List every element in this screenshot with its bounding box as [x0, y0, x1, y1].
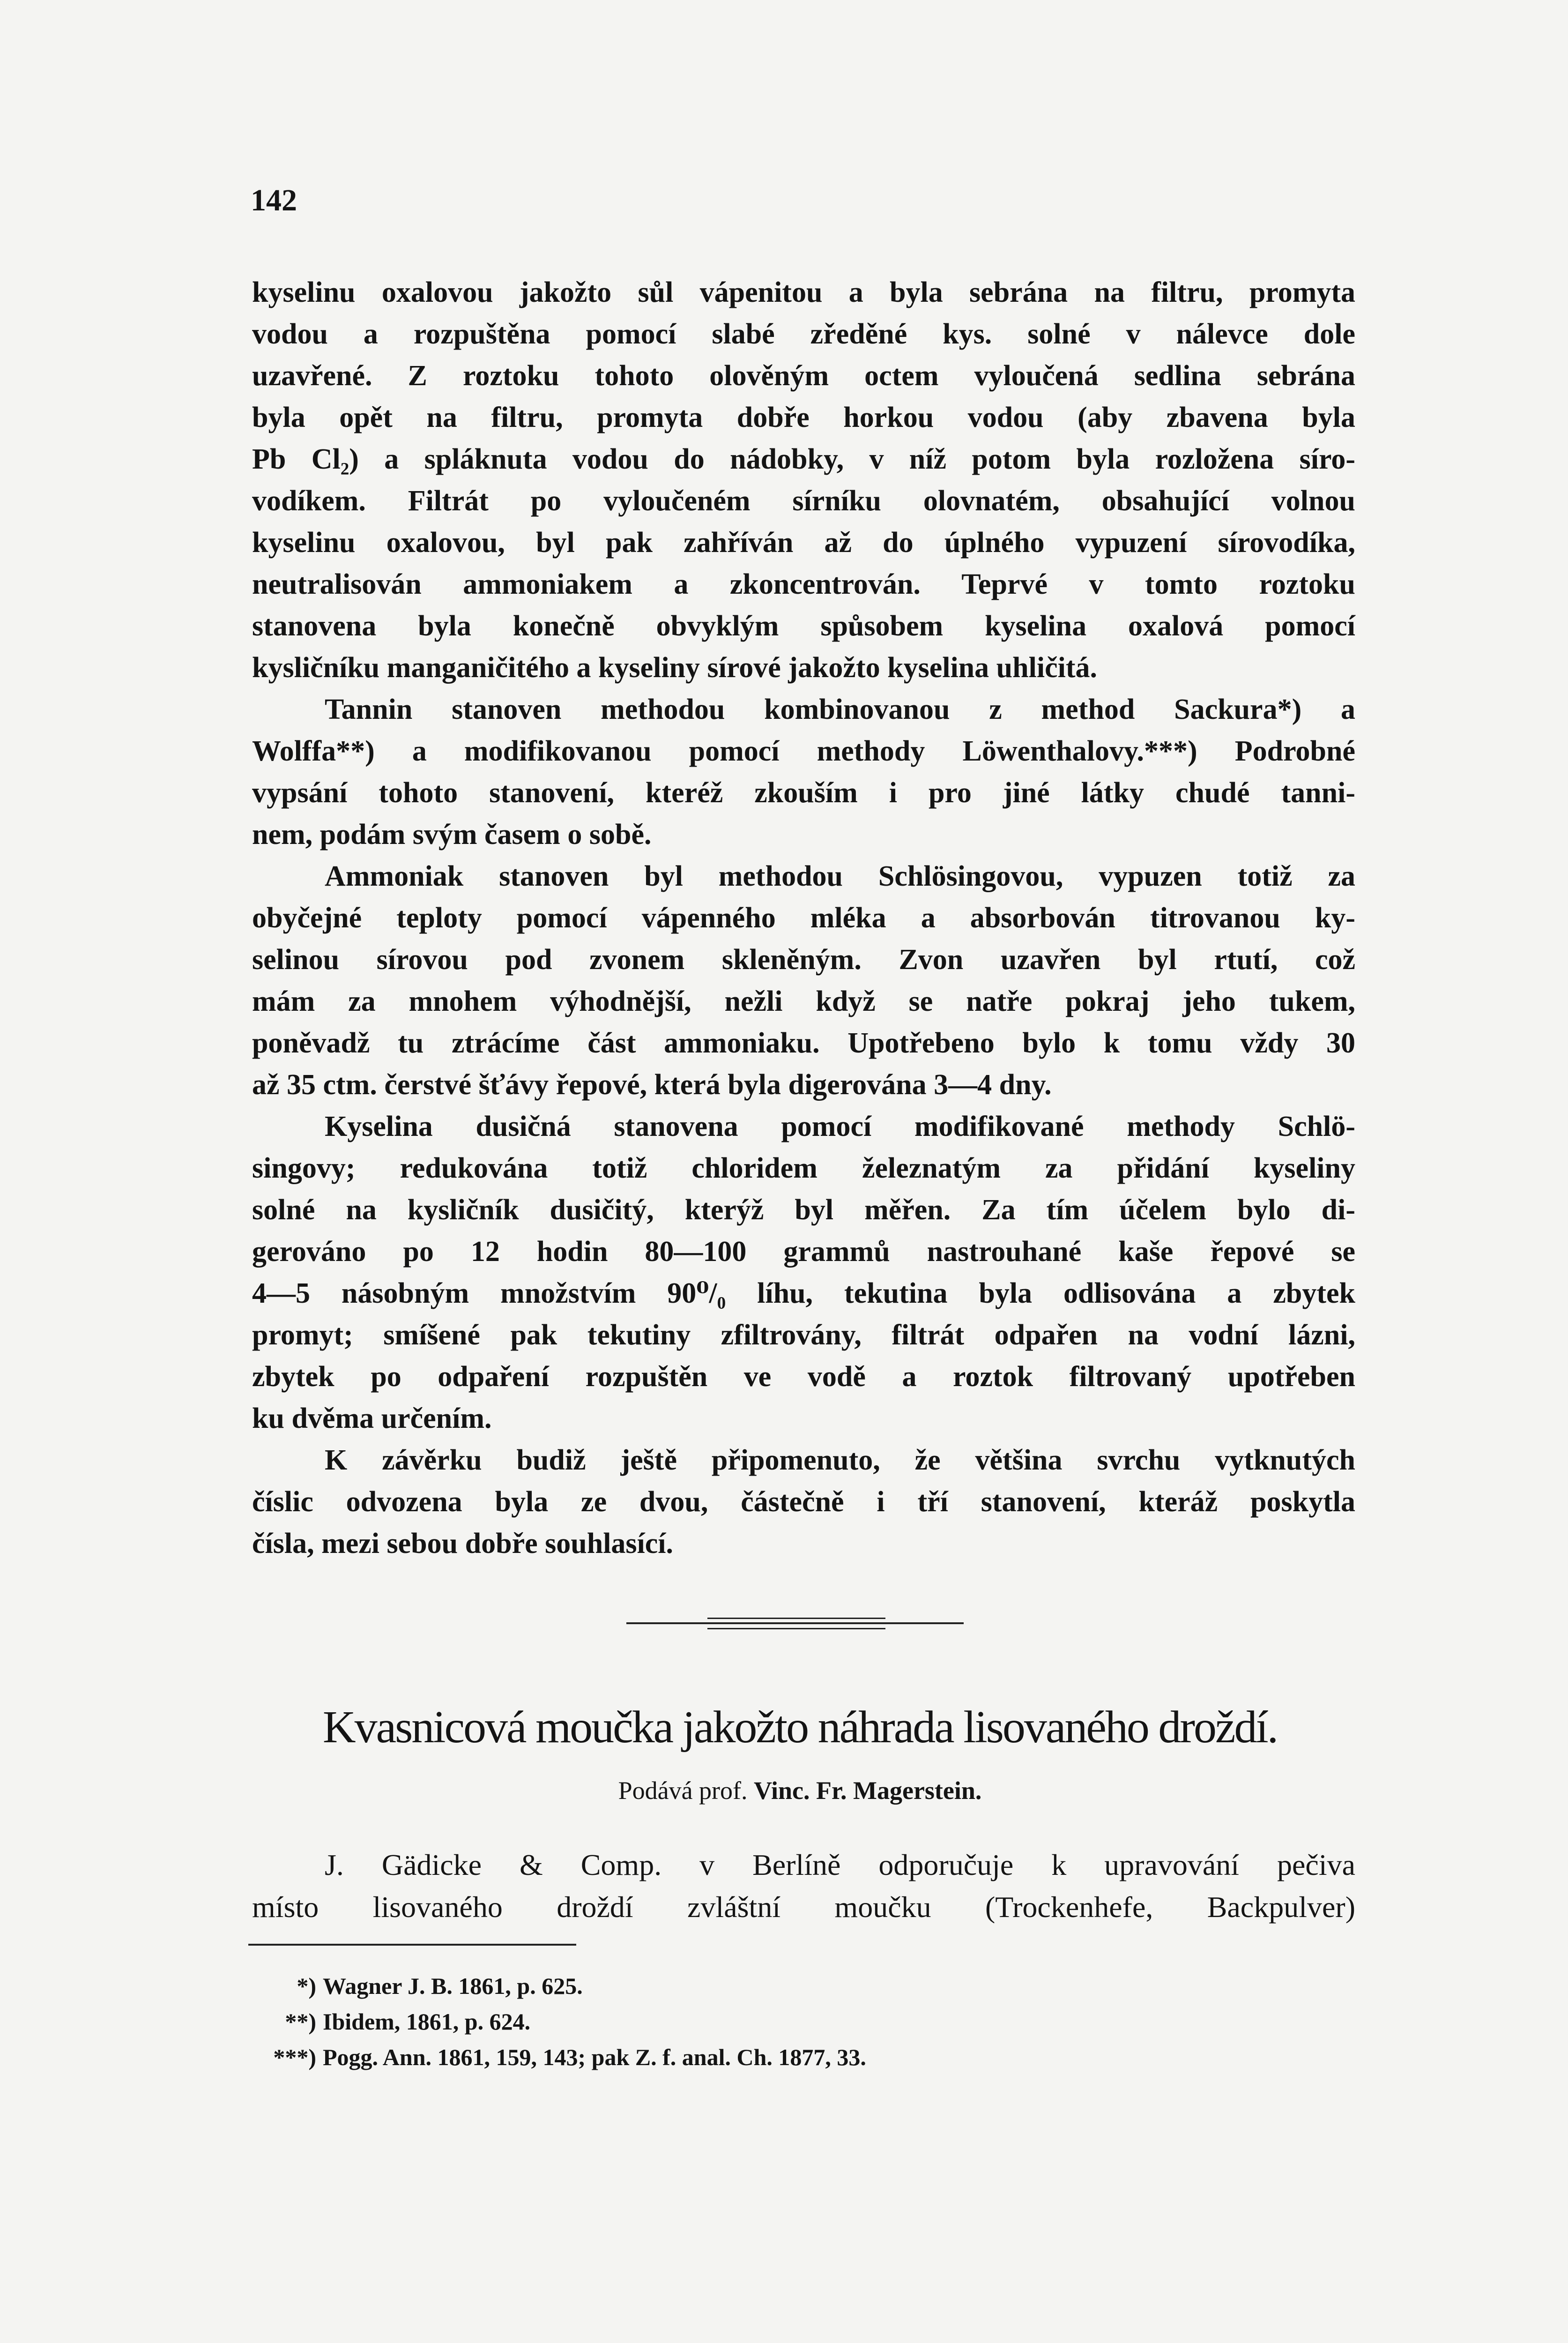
text-line: místo lisovaného droždí zvláštní moučku (Trockenhefe, Backpulver): [252, 1890, 1355, 1924]
text-line: ku dvěma určením.: [252, 1403, 492, 1434]
text-line: kyselinu oxalovou, byl pak zahříván až do úplného vypuzení sírovodíka,: [252, 527, 1355, 559]
section-separator: [626, 1622, 964, 1624]
text-line: Wolffa**) a modifikovanou pomocí methody Löwenthalovy.***) Podrobné: [252, 735, 1355, 767]
footnote-mark: ***): [273, 2044, 316, 2070]
text-line: Ammoniak stanoven byl methodou Schlösingovou, vypuzen totiž za: [325, 860, 1355, 892]
text-line: uzavřené. Z roztoku tohoto olověným octem vyloučená sedlina sebrána: [252, 360, 1355, 392]
footnote-mark: *): [297, 1973, 316, 1999]
text-line: čísla, mezi sebou dobře souhlasící.: [252, 1528, 674, 1560]
text-line: Pb Cl₂) a spláknuta vodou do nádobky, v níž potom byla rozložena síro-: [252, 443, 1355, 475]
article-text: [252, 1844, 1355, 1928]
text-line: singovy; redukována totiž chloridem železnatým za přidání kyseliny: [252, 1152, 1355, 1184]
text-line: až 35 ctm. čerstvé šťávy řepové, která byla digerována 3—4 dny.: [252, 1069, 1052, 1101]
text-line: číslic odvozena byla ze dvou, částečně i tří stanovení, kteráž poskytla: [252, 1486, 1355, 1518]
text-line: neutralisován ammoniakem a zkoncentrován. Teprvé v tomto roztoku: [252, 568, 1355, 600]
text-line: selinou sírovou pod zvonem skleněným. Zvon uzavřen byl rtutí, což: [252, 944, 1355, 976]
byline-prefix: Podává prof.: [618, 1776, 748, 1805]
footnote-text: Pogg. Ann. 1861, 159, 143; pak Z. f. anal. Ch. 1877, 33.: [323, 2044, 866, 2070]
text-line: vypsání tohoto stanovení, kteréž zkouším i pro jiné látky chudé tanni-: [252, 777, 1355, 809]
text-line: Tannin stanoven methodou kombinovanou z method Sackura*) a: [325, 694, 1355, 725]
footnote: [253, 2004, 866, 2039]
section-separator-top: [707, 1618, 885, 1619]
text-line: obyčejné teploty pomocí vápenného mléka a absorbován titrovanou ky-: [252, 902, 1355, 934]
body-text: [252, 272, 1355, 1565]
text-line: Kyselina dusičná stanovena pomocí modifikované methody Schlö-: [325, 1111, 1355, 1142]
text-line: vodíkem. Filtrát po vyloučeném sírníku olovnatém, obsahující volnou: [252, 485, 1355, 517]
text-line: zbytek po odpaření rozpuštěn ve vodě a roztok filtrovaný upotřeben: [252, 1361, 1355, 1393]
text-line: solné na kysličník dusičitý, kterýž byl měřen. Za tím účelem bylo di-: [252, 1194, 1355, 1226]
footnote-text: Wagner J. B. 1861, p. 625.: [323, 1973, 583, 1999]
footnote-mark: **): [285, 2008, 316, 2035]
text-line: gerováno po 12 hodin 80—100 grammů nastrouhané kaše řepové se: [252, 1236, 1355, 1268]
text-line: J. Gädicke & Comp. v Berlíně odporučuje k upravování pečiva: [325, 1848, 1355, 1881]
article-title: Kvasnicová moučka jakožto náhrada lisovaného droždí.: [322, 1702, 1278, 1753]
footnotes: [253, 1968, 866, 2075]
text-line: kysličníku manganičitého a kyseliny sírové jakožto kyselina uhličitá.: [252, 652, 1097, 684]
text-line: nem, podám svým časem o sobě.: [252, 819, 652, 851]
page-number: 142: [251, 183, 297, 217]
byline-author: Vinc. Fr. Magerstein.: [754, 1776, 982, 1805]
text-line: byla opět na filtru, promyta dobře horkou vodou (aby zbavena byla: [252, 402, 1355, 433]
text-line: K závěrku budiž ještě připomenuto, že většina svrchu vytknutých: [325, 1444, 1355, 1476]
text-line: stanovena byla konečně obvyklým spůsobem kyselina oxalová pomocí: [252, 610, 1355, 642]
footnote-rule: [248, 1944, 576, 1946]
text-line: vodou a rozpuštěna pomocí slabé zředěné kys. solné v nálevce dole: [252, 318, 1355, 350]
article-byline: [248, 1776, 1352, 1805]
footnote: [253, 1968, 866, 2004]
text-line: mám za mnohem výhodnější, nežli když se natře pokraj jeho tukem,: [252, 985, 1355, 1017]
footnote: [253, 2039, 866, 2075]
text-line: promyt; smíšené pak tekutiny zfiltrovány, filtrát odpařen na vodní lázni,: [252, 1319, 1355, 1351]
section-separator-bottom: [707, 1628, 885, 1629]
text-line: kyselinu oxalovou jakožto sůl vápenitou a byla sebrána na filtru, promyta: [252, 276, 1355, 308]
text-line: 4—5 násobným množstvím 90⁰/₀ líhu, tekutina byla odlisována a zbytek: [252, 1277, 1355, 1309]
text-line: poněvadž tu ztrácíme část ammoniaku. Upotřebeno bylo k tomu vždy 30: [252, 1027, 1355, 1059]
footnote-text: Ibidem, 1861, p. 624.: [323, 2008, 531, 2035]
